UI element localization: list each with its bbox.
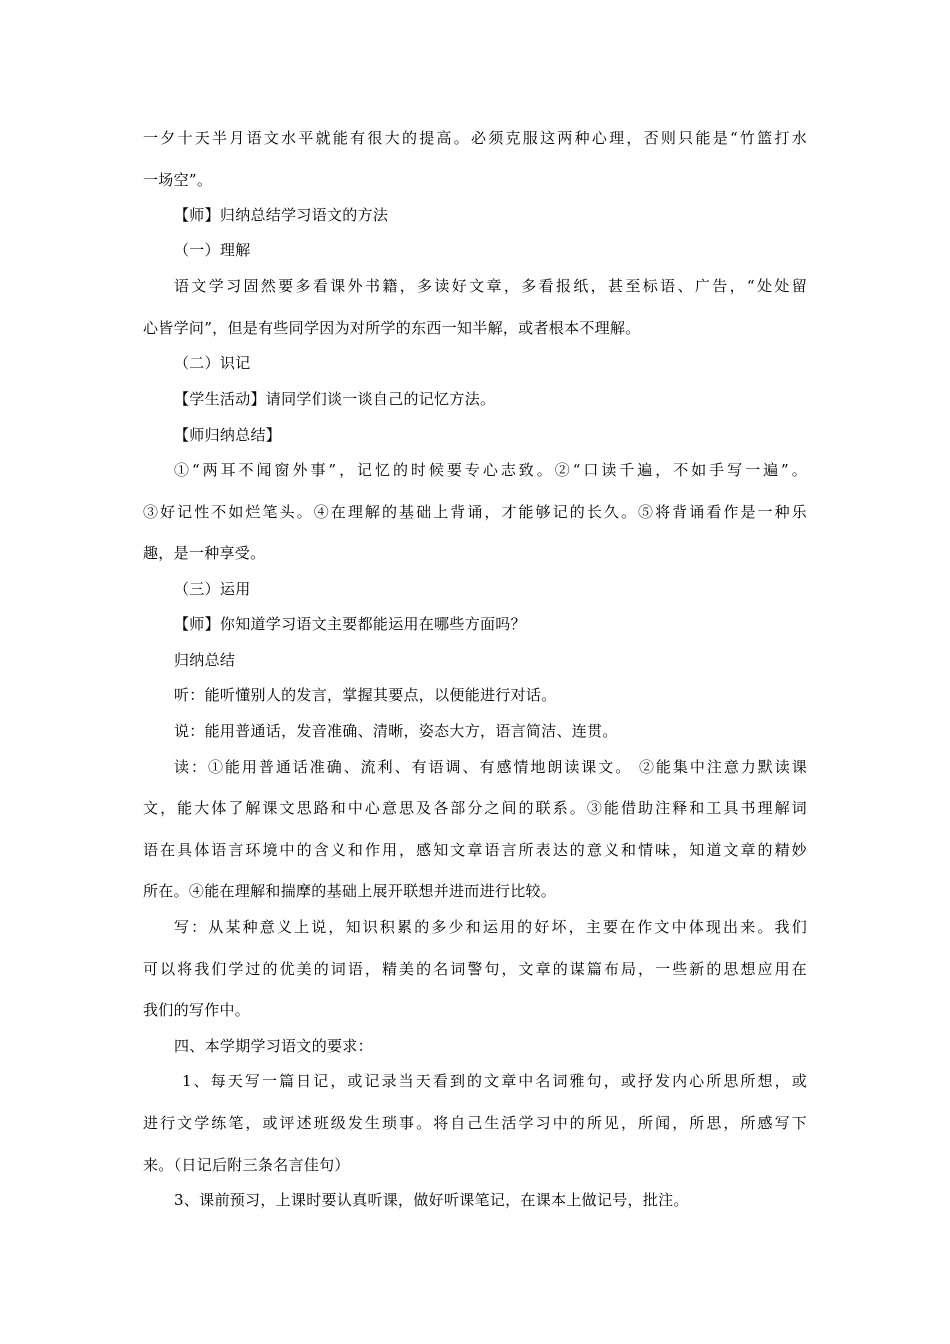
text-line: 可以将我们学过的优美的词语，精美的名词警句，文章的谋篇布局，一些新的思想应用在: [143, 960, 807, 978]
text-line: 所在。④能在理解和揣摩的基础上展开联想并进而进行比较。: [143, 882, 557, 900]
text-line: 一夕十天半月语文水平就能有很大的提高。必须克服这两种心理，否则只能是“竹篮打水: [143, 129, 807, 147]
text-line: 心皆学问”，但是有些同学因为对所学的东西一知半解，或者根本不理解。: [143, 319, 641, 337]
text-line: 写：从某种意义上说，知识积累的多少和运用的好坏，主要在作文中体现出来。我们: [174, 918, 807, 936]
section-heading: 【师】归纳总结学习语文的方法: [174, 206, 389, 224]
text-line: ③好记性不如烂笔头。④在理解的基础上背诵，才能够记的长久。⑤将背诵看作是一种乐: [143, 503, 807, 521]
text-line: 来。（日记后附三条名言佳句）: [143, 1156, 350, 1174]
text-line: 1、每天写一篇日记，或记录当天看到的文章中名词雅句，或抒发内心所思所想，或: [182, 1072, 807, 1090]
text-line: 听：能听懂别人的发言，掌握其要点，以便能进行对话。: [174, 686, 557, 704]
text-line: 一场空”。: [143, 171, 213, 189]
text-line: 我们的写作中。: [143, 1001, 251, 1019]
subsection-heading: （二）识记: [174, 354, 251, 372]
text-line: 文，能大体了解课文思路和中心意思及各部分之间的联系。③能借助注释和工具书理解词: [143, 799, 807, 817]
text-line: 进行文学练笔，或评述班级发生琐事。将自己生活学习中的所见，所闻，所思，所感写下: [143, 1114, 807, 1132]
text-line: 3、课前预习，上课时要认真听课，做好听课笔记，在课本上做记号，批注。: [174, 1191, 689, 1209]
text-line: 归纳总结: [174, 651, 236, 669]
text-line: ①“两耳不闻窗外事”，记忆的时候要专心志致。②“口读千遍，不如手写一遍”。: [174, 461, 807, 479]
subsection-heading: （三）运用: [174, 580, 251, 598]
text-line: 语文学习固然要多看课外书籍，多读好文章，多看报纸，甚至标语、广告，“处处留: [174, 277, 807, 295]
subsection-heading: （一）理解: [174, 241, 251, 259]
section-heading: 四、本学期学习语文的要求：: [174, 1037, 373, 1055]
text-line: 趣，是一种享受。: [143, 544, 266, 562]
text-line: 说：能用普通话，发音准确、清晰，姿态大方，语言简洁、连贯。: [174, 722, 618, 740]
text-line: 【学生活动】请同学们谈一谈自己的记忆方法。: [174, 390, 496, 408]
text-line: 读：①能用普通话准确、流利、有语调、有感情地朗读课文。 ②能集中注意力默读课: [174, 758, 807, 776]
text-line: 【师归纳总结】: [174, 426, 282, 444]
text-line: 语在具体语言环境中的含义和作用，感知文章语言所表达的意义和情味，知道文章的精妙: [143, 841, 807, 859]
text-line: 【师】你知道学习语文主要都能运用在哪些方面吗？: [174, 615, 526, 633]
